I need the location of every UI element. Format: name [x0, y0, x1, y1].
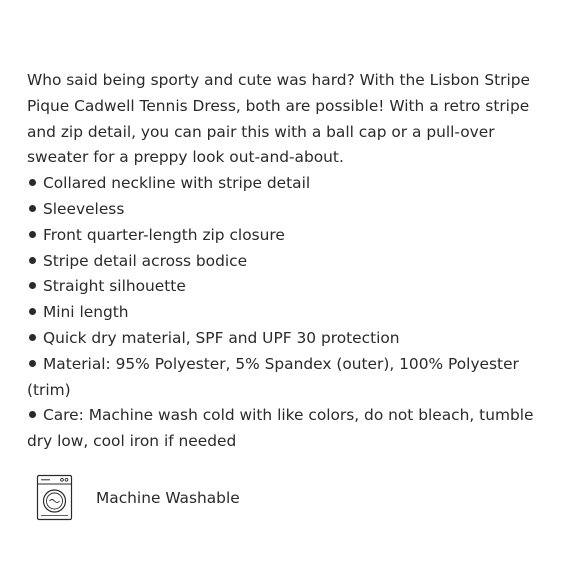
- feature-text: Care: Machine wash cold with like colors, do not bleach, tumble dry low, cool iron if needed: [27, 406, 534, 451]
- feature-item: [27, 403, 557, 455]
- bullet-icon: [29, 360, 36, 367]
- bullet-icon: [29, 334, 36, 341]
- bullet-icon: [29, 282, 36, 289]
- feature-item: [27, 300, 557, 326]
- feature-text: Collared neckline with stripe detail: [43, 174, 311, 193]
- washing-machine-icon: [36, 474, 73, 521]
- feature-item: [27, 223, 557, 249]
- feature-text: Stripe detail across bodice: [43, 251, 248, 270]
- bullet-icon: [29, 231, 36, 238]
- feature-item: [27, 326, 557, 352]
- feature-item: [27, 249, 557, 275]
- bullet-icon: [29, 205, 36, 212]
- feature-text: Quick dry material, SPF and UPF 30 protection: [43, 328, 400, 347]
- feature-item: [27, 197, 557, 223]
- feature-text: Straight silhouette: [43, 277, 186, 296]
- bullet-icon: [29, 411, 36, 418]
- bullet-icon: [29, 179, 36, 186]
- feature-text: Sleeveless: [43, 199, 125, 218]
- feature-item: [27, 274, 557, 300]
- care-instruction: [36, 474, 240, 521]
- feature-list: [27, 171, 557, 455]
- feature-item: [27, 352, 557, 404]
- bullet-icon: [29, 257, 36, 264]
- feature-item: [27, 171, 557, 197]
- product-description: [27, 68, 557, 455]
- description-intro: Who said being sporty and cute was hard? With the Lisbon Stripe Pique Cadwell Tennis Dress, both are possible! With a retro stripe and zip detail, you can pair this with a ball cap or a pull-over sweater for a preppy look out-and-about.: [27, 71, 530, 167]
- care-label: Machine Washable: [96, 488, 240, 507]
- feature-text: Front quarter-length zip closure: [43, 225, 285, 244]
- feature-text: Material: 95% Polyester, 5% Spandex (outer), 100% Polyester (trim): [27, 354, 519, 399]
- bullet-icon: [29, 308, 36, 315]
- feature-text: Mini length: [43, 303, 129, 322]
